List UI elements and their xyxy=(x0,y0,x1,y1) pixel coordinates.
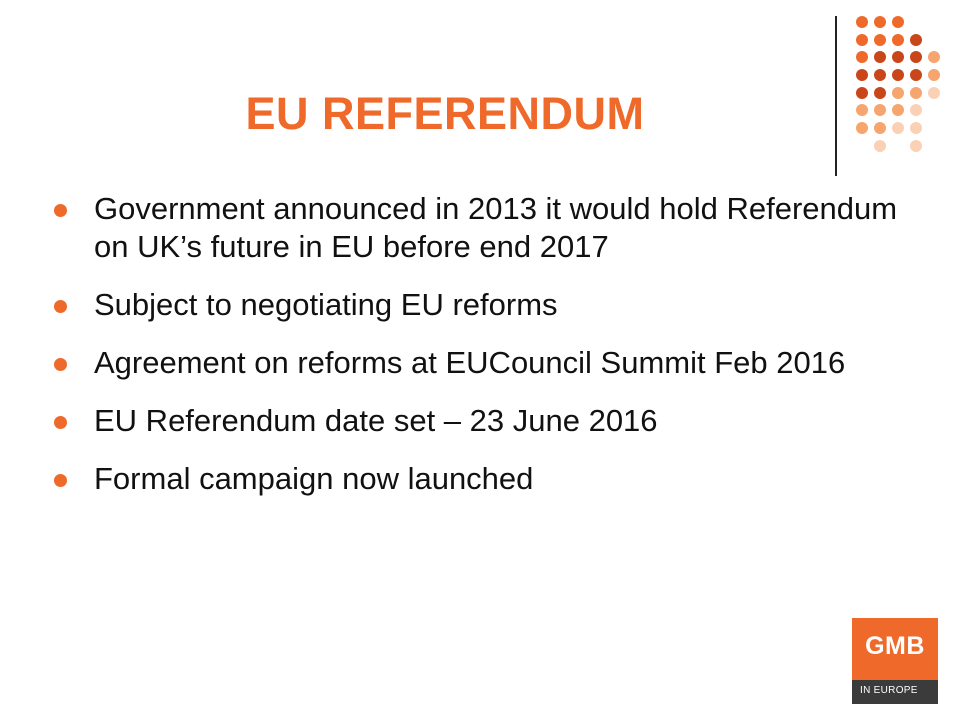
logo-tagline-strip xyxy=(852,680,938,704)
bullet-dot-icon xyxy=(54,204,67,217)
slide-title: EU REFERENDUM xyxy=(245,88,645,139)
bullet-list xyxy=(52,190,912,518)
bullet-item xyxy=(52,286,912,324)
bullet-item xyxy=(52,460,912,498)
bullet-text: Formal campaign now launched xyxy=(94,461,534,496)
bullet-text: Government announced in 2013 it would hold Referendum on UK’s future in EU before end 2017 xyxy=(94,191,898,264)
bullet-dot-icon xyxy=(54,416,67,429)
bullet-text: EU Referendum date set – 23 June 2016 xyxy=(94,403,658,438)
bullet-text: Agreement on reforms at EUCouncil Summit Feb 2016 xyxy=(94,345,846,380)
logo-tagline: IN EUROPE xyxy=(860,685,918,696)
bullet-text: Subject to negotiating EU reforms xyxy=(94,287,558,322)
bullet-dot-icon xyxy=(54,300,67,313)
logo-name: GMB xyxy=(865,632,925,660)
bullet-item xyxy=(52,402,912,440)
bullet-dot-icon xyxy=(54,474,67,487)
bullet-item xyxy=(52,344,912,382)
gmb-logo xyxy=(852,618,938,704)
bullet-dot-icon xyxy=(54,358,67,371)
bullet-item xyxy=(52,190,912,266)
